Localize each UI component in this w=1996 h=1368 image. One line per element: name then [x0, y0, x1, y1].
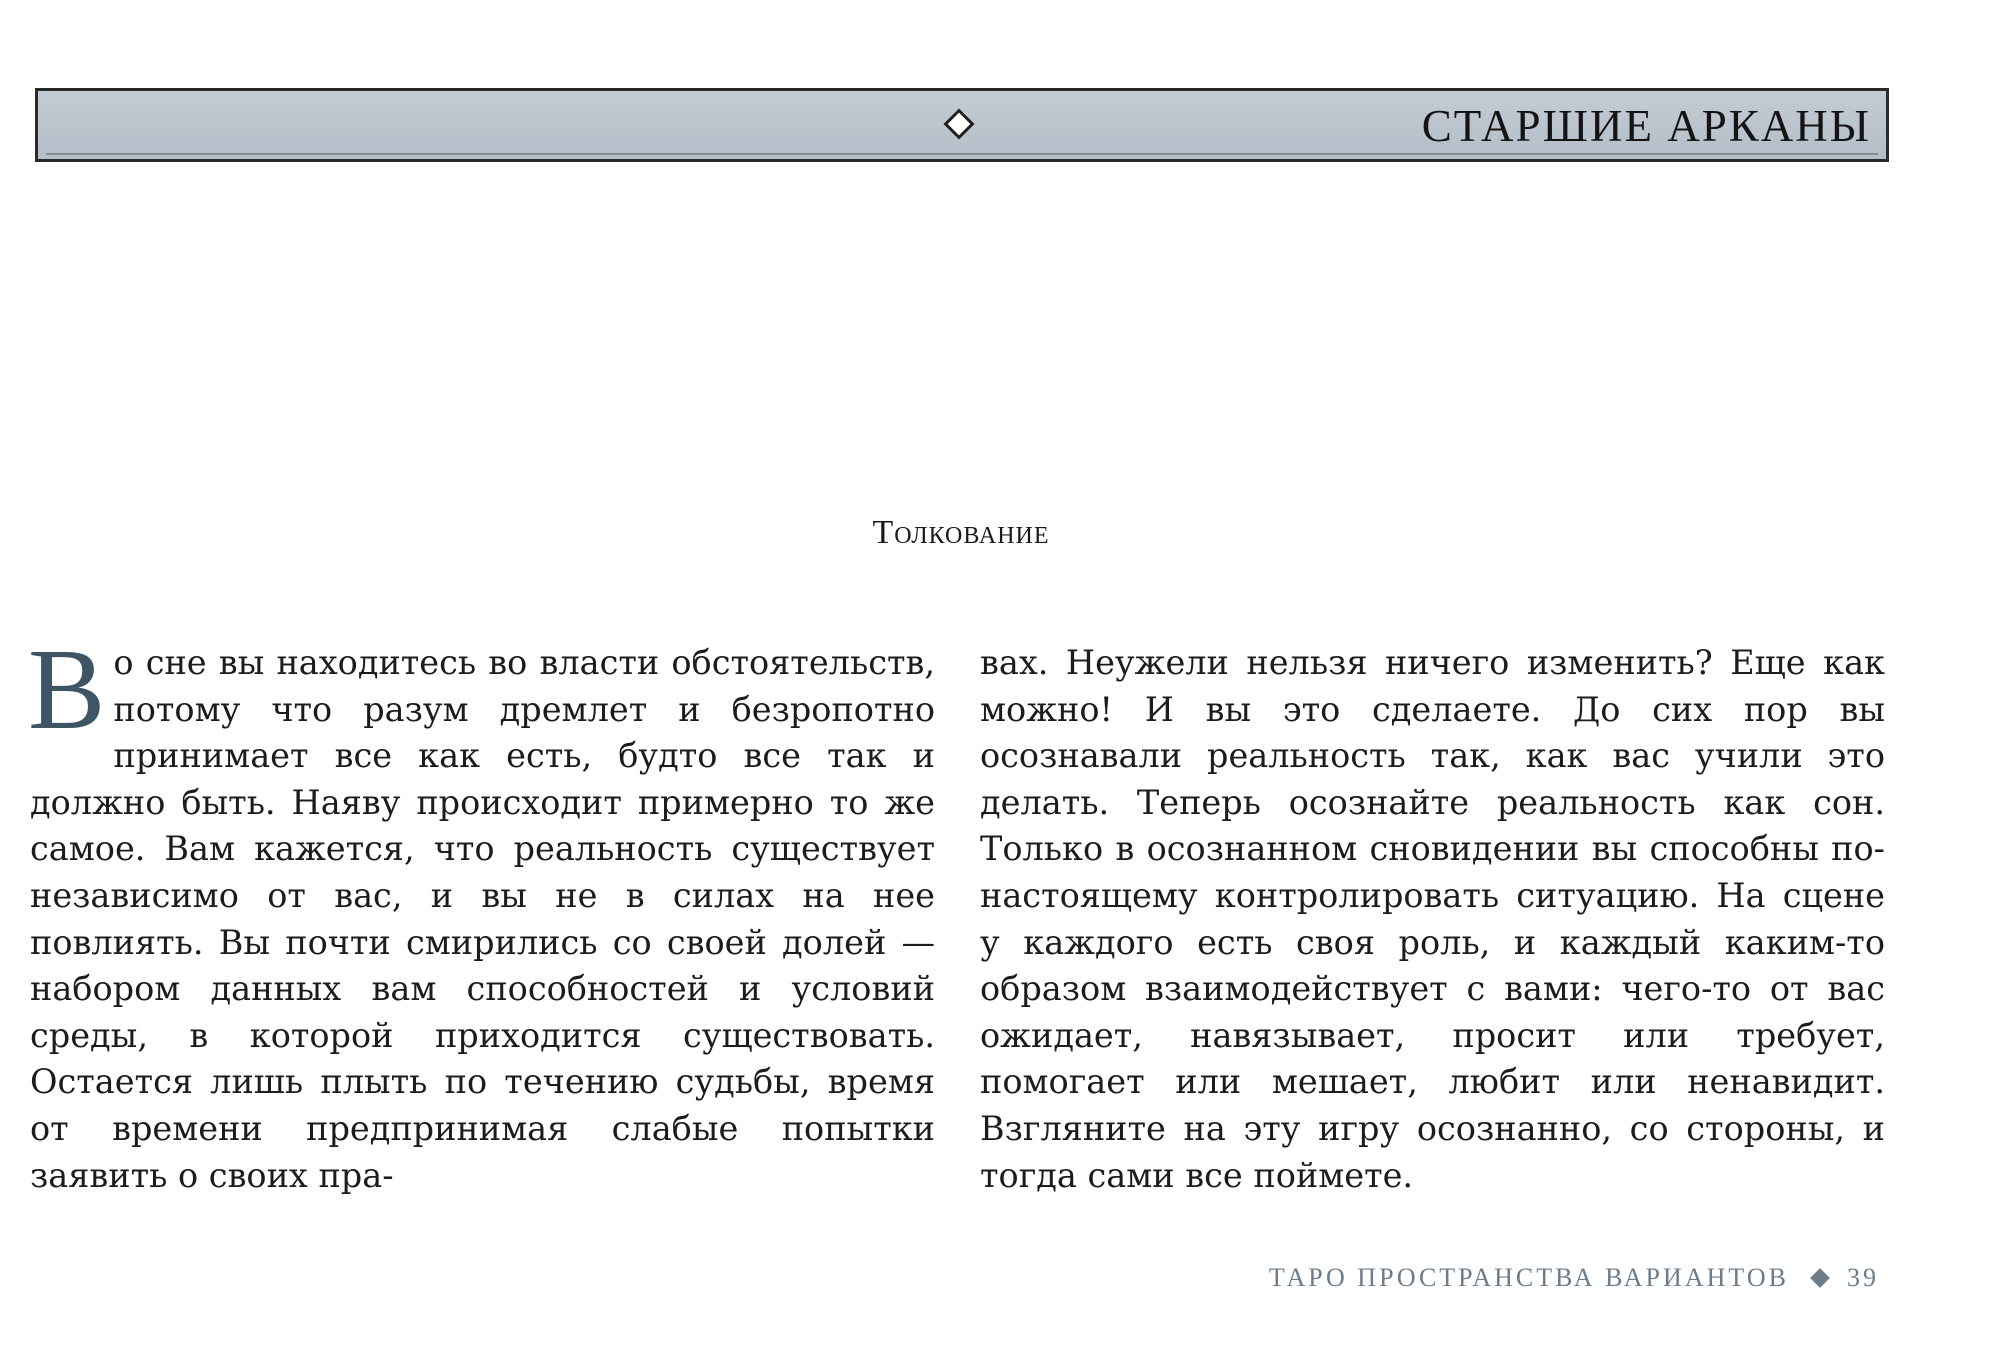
- page-footer: [1269, 1263, 1879, 1293]
- left-column-text: о сне вы находитесь во власти обстоятельств, потому что разум дремлет и безропотно принимает все как есть, будто все так и должно быть. Наяву происходит примерно то же самое. Вам кажется, что реальность существует независимо от вас, и вы не в силах на нее повлиять. Вы почти смирились со своей долей — набором данных вам способностей и условий среды, в которой приходится существовать. Остается лишь плыть по течению судьбы, время от времени предпринимая слабые попытки заявить о своих пра-: [30, 643, 935, 1195]
- subheading: Толкование: [872, 514, 1050, 551]
- drop-cap: В: [28, 626, 106, 754]
- diamond-solid-icon: [1810, 1268, 1830, 1288]
- right-column-text: вах. Неужели нельзя ничего изменить? Еще как можно! И вы это сделаете. До сих пор вы осознавали реальность так, как вас учили это делать. Теперь осознайте реальность как сон. Только в осознанном сновидении вы способны по-настоящему контролировать ситуацию. На сцене у каждого есть своя роль, и каждый каким-то образом взаимодействует с вами: чего-то от вас ожидает, навязывает, просит или требует, помогает или мешает, любит или ненавидит. Взгляните на эту игру осознанно, со стороны, и тогда сами все поймете.: [980, 643, 1885, 1195]
- body-column-left: [28, 626, 935, 1199]
- footer-book-title: ТАРО ПРОСТРАНСТВА ВАРИАНТОВ: [1268, 1263, 1789, 1292]
- body-column-right: [980, 640, 1885, 1199]
- section-title: СТАРШИЕ АРКАНЫ: [1421, 101, 1871, 151]
- page-number: 39: [1847, 1263, 1879, 1292]
